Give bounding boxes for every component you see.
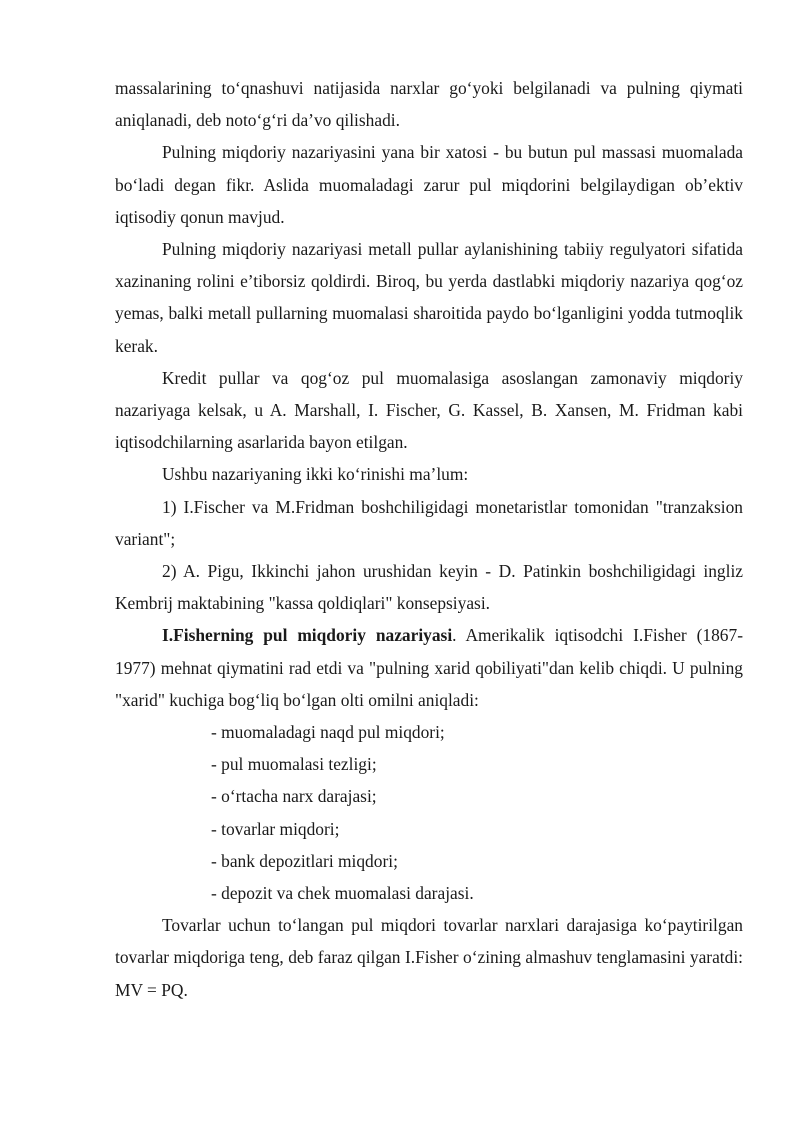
paragraph-transaction-variant: 1) I.Fischer va M.Fridman boshchiligidagi monetaristlar tomonidan "tranzaksion variant"; xyxy=(115,496,743,549)
fisher-theory-text: . Amerikalik iqtisodchi I.Fisher (1867-1977) mehnat qiymatini rad etdi va "pulning xarid qobiliyati"dan kelib chiqdi. U pulning "xarid" kuchiga bog‘liq bo‘lgan olti omilni aniqladi: xyxy=(115,625,743,710)
paragraph-cash-balances: 2) A. Pigu, Ikkinchi jahon urushidan keyin - D. Patinkin boshchiligidagi ingliz Kembrij maktabining "kassa qoldiqlari" konsepsiyasi. xyxy=(115,561,743,614)
paragraph-two-forms: Ushbu nazariyaning ikki ko‘rinishi ma’lum: xyxy=(162,464,469,485)
paragraph-metal-money: Pulning miqdoriy nazariyasi metall pullar aylanishining tabiiy regulyatori sifatida xazinaning rolini e’tiborsiz qoldirdi. Biroq, bu yerda dastlabki miqdoriy nazariya qog‘oz yemas, balki metall pullarning muomalasi sharoitida paydo bo‘lganligini yodda tutmoqlik kerak. xyxy=(115,239,743,356)
paragraph-fisher-theory xyxy=(115,619,743,716)
list-item: - o‘rtacha narx darajasi; xyxy=(211,786,377,807)
list-item: - bank depozitlari miqdori; xyxy=(211,850,398,871)
fisher-theory-heading: I.Fisherning pul miqdoriy nazariyasi xyxy=(162,625,453,646)
list-item: - muomaladagi naqd pul miqdori; xyxy=(211,722,445,743)
paragraph-continuation: massalarining to‘qnashuvi natijasida narxlar go‘yoki belgilanadi va pulning qiymati aniqlanadi, deb noto‘g‘ri da’vo qilishadi. xyxy=(115,78,743,131)
factor-list xyxy=(115,716,743,909)
paragraph-quantity-theory-error: Pulning miqdoriy nazariyasini yana bir xatosi - bu butun pul massasi muomalada bo‘ladi degan fikr. Aslida muomaladagi zarur pul miqdorini belgilaydigan ob’ektiv iqtisodiy qonun mavjud. xyxy=(115,142,743,227)
paragraph-modern-theory: Kredit pullar va qog‘oz pul muomalasiga asoslangan zamonaviy miqdoriy nazariyaga kelsak, u A. Marshall, I. Fischer, G. Kassel, B. Xansen, M. Fridman kabi iqtisodchilarning asarlarida bayon etilgan. xyxy=(115,367,743,453)
list-item: - tovarlar miqdori; xyxy=(211,818,340,839)
paragraph-exchange-equation: Tovarlar uchun to‘langan pul miqdori tovarlar narxlari darajasiga ko‘paytirilgan tovarlar miqdoriga teng, deb faraz qilgan I.Fisher o‘zining almashuv tenglamasini yaratdi: MV = PQ. xyxy=(115,915,743,1000)
list-item: - depozit va chek muomalasi darajasi. xyxy=(211,883,474,904)
document-page xyxy=(115,72,743,1006)
list-item: - pul muomalasi tezligi; xyxy=(211,754,377,775)
